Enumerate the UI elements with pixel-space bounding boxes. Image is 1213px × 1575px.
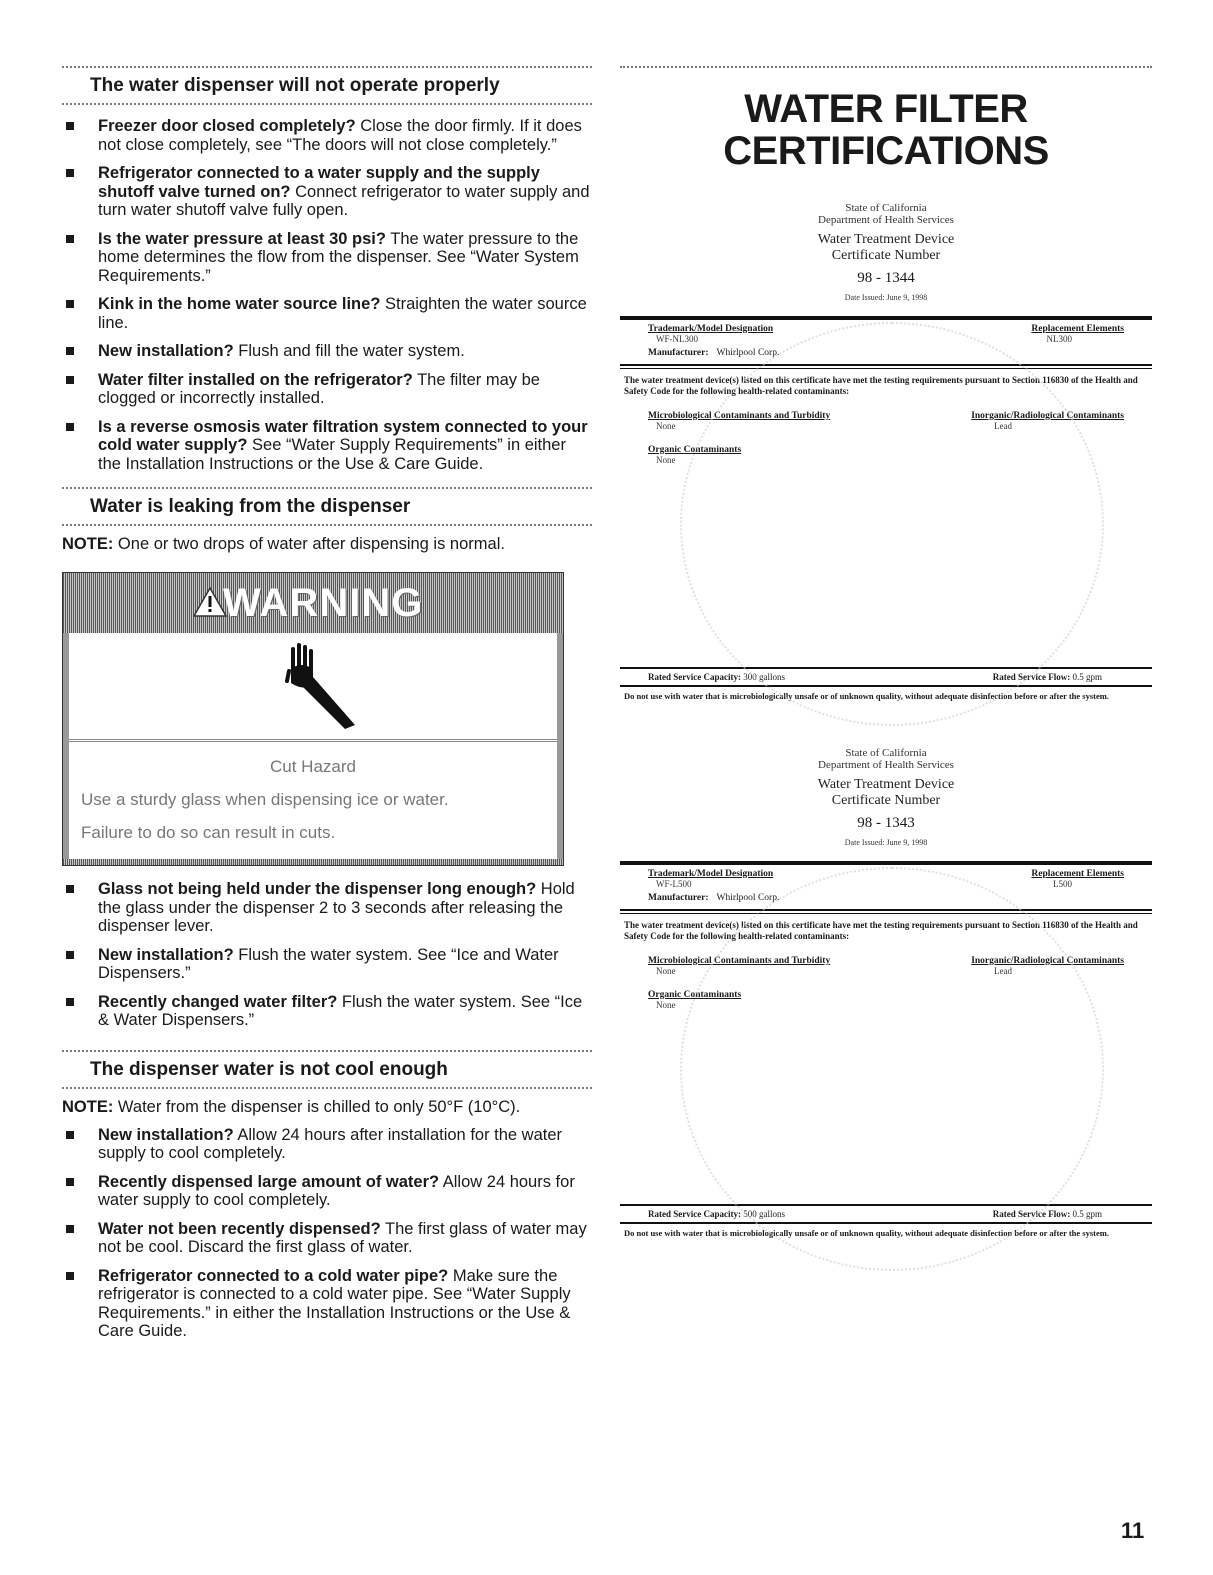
warning-header bbox=[63, 573, 563, 633]
micro-value: None bbox=[656, 421, 676, 431]
micro-label: Microbiological Contaminants and Turbidity bbox=[648, 956, 831, 966]
inorganic-value: Lead bbox=[994, 421, 1012, 431]
bullet-icon bbox=[66, 1225, 74, 1233]
item-answer: Allow 24 hours for water supply to cool completely. bbox=[98, 1172, 575, 1209]
warning-footer bbox=[63, 859, 563, 865]
cert-dept: Department of Health Services bbox=[818, 214, 954, 226]
manufacturer-label: Manufacturer: bbox=[648, 348, 709, 358]
item-answer: See “Water Supply Requirements” in either the Installation Instructions or the Use & Care Guide. bbox=[98, 436, 566, 473]
cert-device: Water Treatment Device bbox=[817, 232, 955, 247]
state-seal-watermark bbox=[680, 322, 1104, 726]
item-question: Refrigerator connected to a cold water pipe? bbox=[98, 1266, 449, 1285]
cert-state: State of California bbox=[845, 202, 927, 214]
bullet-icon bbox=[66, 347, 74, 355]
list-item bbox=[62, 880, 592, 936]
item-answer: Flush the water system. See “Ice and Water Dispensers.” bbox=[98, 945, 559, 982]
flow-value: 0.5 gpm bbox=[1072, 672, 1102, 682]
replacement-value: NL300 bbox=[1046, 334, 1072, 344]
cert-statement: The water treatment device(s) listed on this certificate have met the testing requirements pursuant to Section 116830 of the Health and Safety Code for the following health-related contaminants: bbox=[624, 920, 1138, 941]
list-item bbox=[62, 1126, 592, 1163]
micro-label: Microbiological Contaminants and Turbidity bbox=[648, 411, 831, 421]
bullet-icon bbox=[66, 122, 74, 130]
page-number: 11 bbox=[1121, 1518, 1145, 1543]
certificate-1 bbox=[620, 202, 1152, 701]
list-item bbox=[62, 1220, 592, 1257]
list-item bbox=[62, 1267, 592, 1341]
bullet-icon bbox=[66, 951, 74, 959]
inorganic-value: Lead bbox=[994, 966, 1012, 976]
capacity-label: Rated Service Capacity: bbox=[648, 1209, 741, 1219]
item-question: Glass not being held under the dispenser long enough? bbox=[98, 880, 537, 898]
replacement-value: L500 bbox=[1053, 879, 1072, 889]
title-line-2: CERTIFICATIONS bbox=[723, 129, 1049, 173]
list-item bbox=[62, 1173, 592, 1210]
right-column bbox=[620, 66, 1152, 1238]
bullet-icon bbox=[66, 376, 74, 384]
warning-line-2: Failure to do so can result in cuts. bbox=[81, 823, 336, 842]
bullet-icon bbox=[66, 300, 74, 308]
cert-state: State of California bbox=[845, 747, 927, 759]
bullet-icon bbox=[66, 1178, 74, 1186]
item-question: New installation? bbox=[98, 945, 234, 964]
cert-dept: Department of Health Services bbox=[818, 759, 954, 771]
leaking-list bbox=[62, 880, 592, 1030]
item-question: New installation? bbox=[98, 1125, 234, 1144]
cert-rule bbox=[620, 861, 1152, 865]
item-answer: The water pressure to the home determines the flow from the dispenser. See “Water System Requirements.” bbox=[98, 229, 579, 285]
hazard-label: Cut Hazard bbox=[270, 757, 356, 776]
cert-number: 98 - 1344 bbox=[857, 270, 915, 286]
item-question: Water not been recently dispensed? bbox=[98, 1219, 381, 1238]
section-divider bbox=[62, 1087, 592, 1089]
item-question: Freezer door closed completely? bbox=[98, 117, 356, 135]
list-item bbox=[62, 371, 592, 408]
cert-device: Water Treatment Device bbox=[817, 777, 955, 792]
capacity-label: Rated Service Capacity: bbox=[648, 672, 741, 682]
bullet-icon bbox=[66, 423, 74, 431]
title-line-1: WATER FILTER bbox=[744, 87, 1028, 131]
micro-value: None bbox=[656, 966, 676, 976]
item-question: Recently changed water filter? bbox=[98, 992, 338, 1011]
certifications-title bbox=[620, 88, 1152, 172]
cert-rule bbox=[620, 316, 1152, 320]
item-answer: Flush and fill the water system. bbox=[233, 342, 465, 360]
leaking-note bbox=[62, 535, 592, 554]
bullet-icon bbox=[66, 235, 74, 243]
flow-label: Rated Service Flow: bbox=[992, 1209, 1071, 1219]
left-column bbox=[62, 66, 592, 1351]
not-cool-note bbox=[62, 1098, 592, 1117]
flow-value: 0.5 gpm bbox=[1072, 1209, 1102, 1219]
list-item bbox=[62, 418, 592, 474]
warning-text bbox=[69, 742, 557, 859]
bullet-icon bbox=[66, 885, 74, 893]
trademark-label: Trademark/Model Designation bbox=[648, 869, 774, 879]
warning-box bbox=[62, 572, 564, 866]
trademark-label: Trademark/Model Designation bbox=[648, 324, 774, 334]
replacement-label: Replacement Elements bbox=[1031, 324, 1124, 334]
capacity-value: 500 gallons bbox=[743, 1209, 785, 1219]
section-divider bbox=[62, 524, 592, 526]
section-title-leaking: Water is leaking from the dispenser bbox=[90, 496, 411, 517]
section-divider bbox=[62, 103, 592, 105]
list-item bbox=[62, 946, 592, 983]
model-value: WF-L500 bbox=[656, 879, 692, 889]
warning-triangle-icon bbox=[193, 587, 227, 617]
item-answer: Flush the water system. See “Ice & Water Dispensers.” bbox=[98, 992, 583, 1029]
list-item bbox=[62, 342, 592, 361]
bullet-icon bbox=[66, 998, 74, 1006]
cert-date: Date Issued: June 9, 1998 bbox=[844, 838, 928, 847]
model-value: WF-NL300 bbox=[656, 334, 698, 344]
cert-number: 98 - 1343 bbox=[857, 815, 915, 831]
bullet-icon bbox=[66, 1272, 74, 1280]
bullet-icon bbox=[66, 1131, 74, 1139]
item-answer: Straighten the water source line. bbox=[98, 295, 587, 332]
note-label: NOTE: bbox=[62, 1097, 114, 1116]
inorganic-label: Inorganic/Radiological Contaminants bbox=[971, 411, 1124, 421]
section-title-not-cool: The dispenser water is not cool enough bbox=[90, 1058, 448, 1080]
manufacturer-value: Whirlpool Corp. bbox=[716, 893, 780, 903]
dispenser-not-operate-list bbox=[62, 117, 592, 473]
cert-number-label: Certificate Number bbox=[831, 248, 941, 263]
cut-hand-icon bbox=[279, 641, 359, 731]
section-title-dispenser-not-operate: The water dispenser will not operate properly bbox=[90, 75, 500, 96]
list-item bbox=[62, 230, 592, 286]
list-item bbox=[62, 117, 592, 154]
warning-icon-area bbox=[69, 633, 557, 742]
list-item bbox=[62, 164, 592, 220]
note-text: One or two drops of water after dispensing is normal. bbox=[113, 535, 505, 553]
item-answer: The first glass of water may not be cool. Discard the first glass of water. bbox=[98, 1219, 587, 1256]
item-question: Kink in the home water source line? bbox=[98, 295, 381, 313]
replacement-label: Replacement Elements bbox=[1031, 869, 1124, 879]
item-answer: Allow 24 hours after installation for the water supply to cool completely. bbox=[98, 1125, 563, 1162]
note-text: Water from the dispenser is chilled to only 50°F (10°C). bbox=[113, 1097, 521, 1116]
cert-date: Date Issued: June 9, 1998 bbox=[844, 293, 928, 302]
warning-body bbox=[63, 633, 563, 859]
list-item bbox=[62, 295, 592, 332]
item-answer: Hold the glass under the dispenser 2 to 3 seconds after releasing the dispenser lever. bbox=[98, 880, 575, 935]
item-answer: Make sure the refrigerator is connected to a cold water pipe. See “Water Supply Requirements.” in either the Installation Instructions or the Use & Care Guide. bbox=[98, 1266, 571, 1340]
warning-line-1: Use a sturdy glass when dispensing ice or water. bbox=[81, 790, 449, 809]
item-question: New installation? bbox=[98, 342, 234, 360]
cert-number-label: Certificate Number bbox=[831, 793, 941, 808]
item-question: Is the water pressure at least 30 psi? bbox=[98, 229, 386, 248]
organic-label: Organic Contaminants bbox=[648, 990, 742, 1000]
warning-title: WARNING bbox=[223, 581, 424, 625]
organic-value: None bbox=[656, 455, 676, 465]
state-seal-watermark bbox=[680, 867, 1104, 1271]
item-answer: Close the door firmly. If it does not close completely, see “The doors will not close completely.” bbox=[98, 117, 582, 154]
manufacturer-label: Manufacturer: bbox=[648, 893, 709, 903]
list-item bbox=[62, 993, 592, 1030]
capacity-value: 300 gallons bbox=[743, 672, 785, 682]
item-question: Water filter installed on the refrigerator? bbox=[98, 370, 413, 389]
item-answer: The filter may be clogged or incorrectly installed. bbox=[98, 370, 540, 407]
cert-disclaimer: Do not use with water that is microbiologically unsafe or of unknown quality, without adequate disinfection before or after the system. bbox=[624, 1228, 1109, 1238]
organic-label: Organic Contaminants bbox=[648, 445, 742, 455]
item-question: Refrigerator connected to a water supply and the supply shutoff valve turned on? bbox=[98, 164, 540, 201]
flow-label: Rated Service Flow: bbox=[992, 672, 1071, 682]
section-divider bbox=[620, 66, 1152, 68]
certificate-2 bbox=[620, 747, 1152, 1238]
organic-value: None bbox=[656, 1000, 676, 1010]
item-question: Is a reverse osmosis water filtration system connected to your cold water supply? bbox=[98, 417, 588, 454]
note-label: NOTE: bbox=[62, 535, 114, 553]
cert-statement: The water treatment device(s) listed on this certificate have met the testing requirements pursuant to Section 116830 of the Health and Safety Code for the following health-related contaminants: bbox=[624, 375, 1138, 396]
manufacturer-value: Whirlpool Corp. bbox=[716, 348, 780, 358]
not-cool-list bbox=[62, 1126, 592, 1341]
cert-disclaimer: Do not use with water that is microbiologically unsafe or of unknown quality, without adequate disinfection before or after the system. bbox=[624, 691, 1109, 701]
item-question: Recently dispensed large amount of water? bbox=[98, 1172, 440, 1191]
inorganic-label: Inorganic/Radiological Contaminants bbox=[971, 956, 1124, 966]
item-answer: Connect refrigerator to water supply and turn water shutoff valve fully open. bbox=[98, 182, 590, 219]
bullet-icon bbox=[66, 169, 74, 177]
